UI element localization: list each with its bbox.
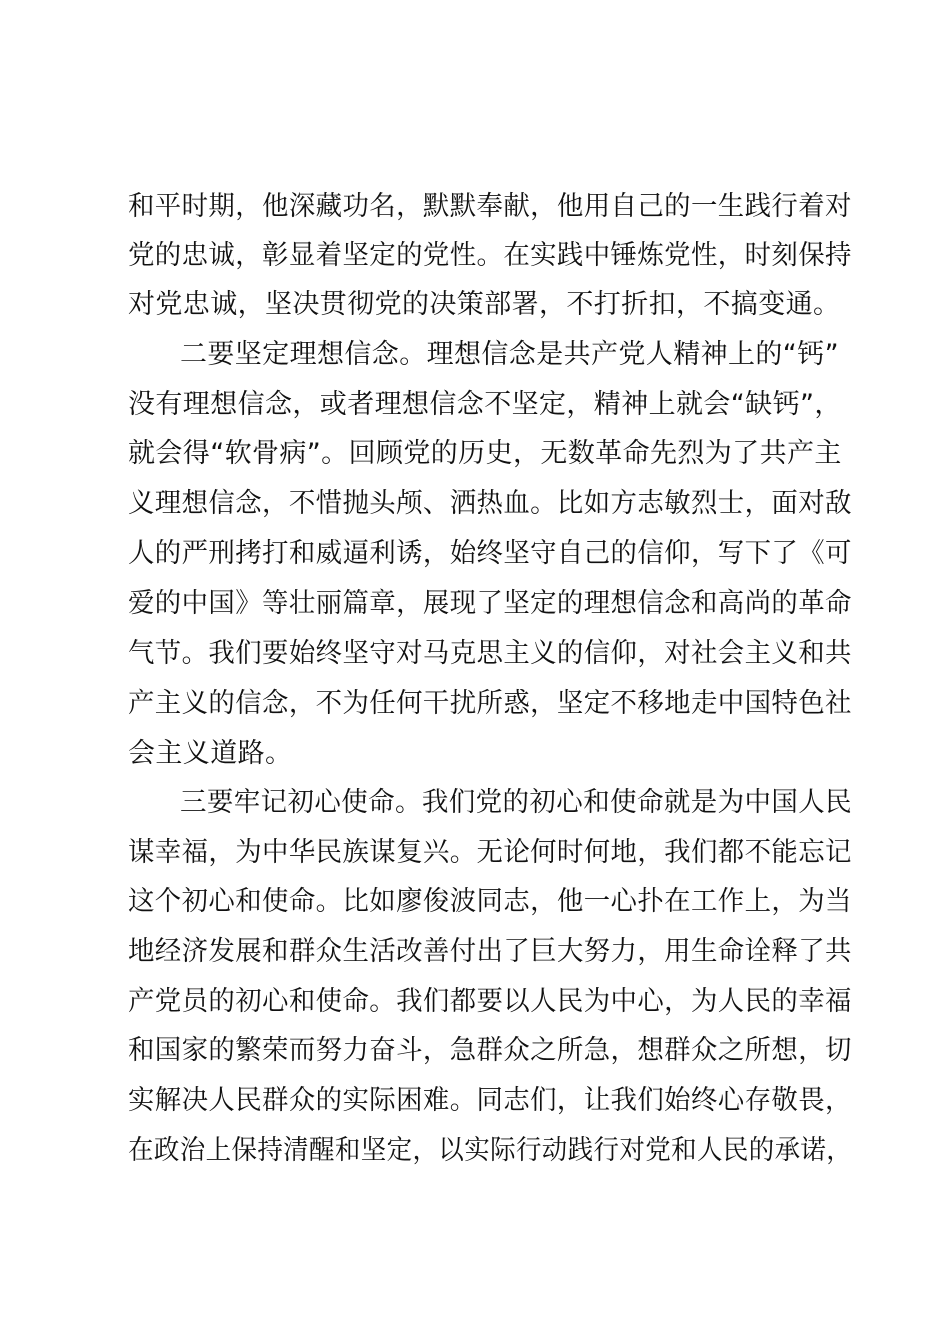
paragraph-start-line: 二要坚定理想信念。理想信念是共产党人精神上的“钙” <box>180 339 839 370</box>
paragraph-start-line: 三要牢记初心使命。我们党的初心和使命就是为中国人民 <box>180 787 852 818</box>
text-line: 人的严刑拷打和威逼利诱，始终坚守自己的信仰，写下了《可 <box>128 538 852 569</box>
text-line: 产主义的信念，不为任何干扰所惑，坚定不移地走中国特色社 <box>128 688 852 719</box>
text-line: 党的忠诚，彰显着坚定的党性。在实践中锤炼党性，时刻保持 <box>128 240 852 271</box>
text-line: 会主义道路。 <box>128 738 293 769</box>
text-line: 地经济发展和群众生活改善付出了巨大努力，用生命诠释了共 <box>128 936 852 967</box>
text-line: 这个初心和使命。比如廖俊波同志，他一心扑在工作上，为当 <box>128 886 852 917</box>
text-line: 实解决人民群众的实际困难。同志们，让我们始终心存敬畏， <box>128 1085 852 1116</box>
text-line: 就会得“软骨病”。回顾党的历史，无数革命先烈为了共产主 <box>128 438 842 469</box>
text-line: 爱的中国》等壮丽篇章，展现了坚定的理想信念和高尚的革命 <box>128 588 852 619</box>
text-line: 气节。我们要始终坚守对马克思主义的信仰，对社会主义和共 <box>128 638 852 669</box>
text-line: 义理想信念，不惜抛头颅、洒热血。比如方志敏烈士，面对敌 <box>128 488 852 519</box>
text-line: 没有理想信念，或者理想信念不坚定，精神上就会“缺钙”， <box>128 389 842 420</box>
text-line: 和国家的繁荣而努力奋斗，急群众之所急，想群众之所想，切 <box>128 1035 852 1066</box>
text-line: 在政治上保持清醒和坚定，以实际行动践行对党和人民的承诺， <box>128 1135 853 1166</box>
text-line: 对党忠诚，坚决贯彻党的决策部署，不打折扣，不搞变通。 <box>128 289 841 320</box>
text-line: 和平时期，他深藏功名，默默奉献，他用自己的一生践行着对 <box>128 191 852 222</box>
text-line: 产党员的初心和使命。我们都要以人民为中心，为人民的幸福 <box>128 986 852 1017</box>
text-line: 谋幸福，为中华民族谋复兴。无论何时何地，我们都不能忘记 <box>128 837 852 868</box>
